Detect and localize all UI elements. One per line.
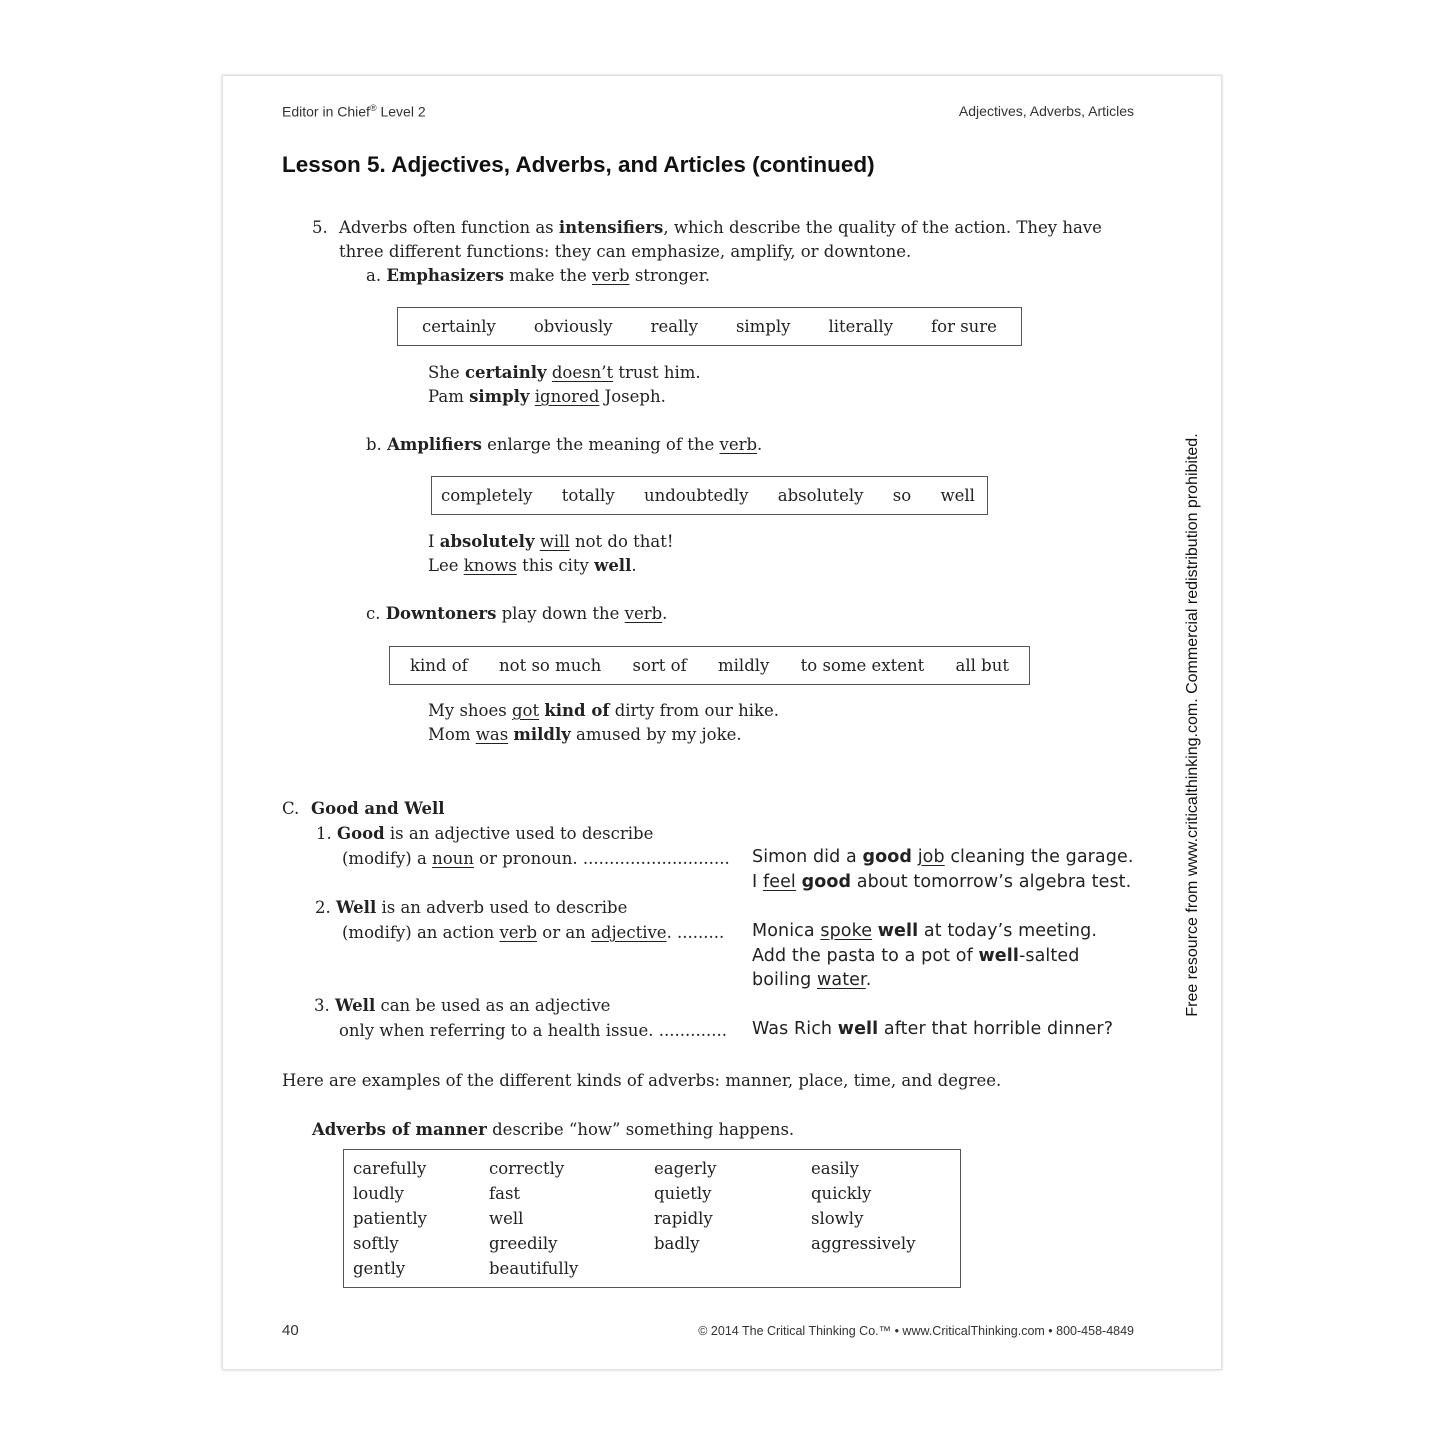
redistribution-notice: Free resource from www.criticalthinking.com. Commercial redistribution prohibited.: [1184, 433, 1201, 1017]
word: greedily: [489, 1234, 558, 1253]
word: fast: [489, 1184, 521, 1203]
word: well: [940, 486, 975, 505]
example-handwritten: Monica spoke well at today’s meeting.: [752, 921, 1097, 941]
section-c-heading: Good and Well: [311, 799, 445, 818]
example-sentence: Lee knows this city well.: [428, 556, 637, 575]
word: aggressively: [811, 1234, 916, 1253]
word: patiently: [353, 1209, 427, 1228]
word: so: [892, 486, 912, 505]
example-handwritten: boiling water.: [752, 970, 872, 990]
manner-word-box: [343, 1149, 961, 1288]
copyright-line: © 2014 The Critical Thinking Co.™ • www.CriticalThinking.com • 800-458-4849: [698, 1324, 1134, 1338]
word: certainly: [422, 317, 496, 336]
word: gently: [353, 1259, 406, 1278]
word: totally: [561, 486, 615, 505]
word: kind of: [410, 656, 468, 675]
word: undoubtedly: [643, 486, 749, 505]
rule1-text-cont: (modify) a noun or pronoun. ............................: [342, 849, 730, 868]
word: correctly: [489, 1159, 565, 1178]
rule2-text: 2. Well is an adverb used to describe: [315, 898, 628, 917]
item5-line1: Adverbs often function as intensifiers, which describe the quality of the action. They have: [339, 218, 1102, 237]
term-adverbs-of-manner: Adverbs of manner: [312, 1120, 487, 1139]
term-emphasizers: Emphasizers: [386, 266, 505, 285]
word: absolutely: [777, 486, 864, 505]
word: simply: [735, 317, 791, 336]
term-amplifiers: Amplifiers: [387, 435, 482, 454]
example-handwritten: Was Rich well after that horrible dinner?: [752, 1019, 1114, 1039]
term-downtoners: Downtoners: [385, 604, 497, 623]
word: quickly: [811, 1184, 872, 1203]
manner-column: [489, 1156, 578, 1281]
manner-column: [811, 1156, 916, 1256]
running-header-left: [282, 103, 426, 120]
page-title: Lesson 5. Adjectives, Adverbs, and Articles (continued): [282, 152, 875, 177]
emphasizers-word-box: [397, 307, 1022, 346]
rule3-text-cont: only when referring to a health issue. .............: [339, 1021, 727, 1040]
emphasizers-definition: a. Emphasizers make the verb stronger.: [366, 266, 711, 285]
word: carefully: [353, 1159, 427, 1178]
word: slowly: [811, 1209, 864, 1228]
word: literally: [828, 317, 894, 336]
word: obviously: [533, 317, 613, 336]
rule1-text: 1. Good is an adjective used to describe: [316, 824, 654, 843]
amplifiers-word-box: [431, 476, 988, 515]
kinds-intro: Here are examples of the different kinds of adverbs: manner, place, time, and degree.: [282, 1071, 1002, 1090]
word: sort of: [632, 656, 687, 675]
running-header-right: Adjectives, Adverbs, Articles: [958, 103, 1134, 119]
word: badly: [654, 1234, 700, 1253]
word: loudly: [353, 1184, 404, 1203]
word: all but: [955, 656, 1009, 675]
book-level: Level 2: [376, 103, 426, 120]
manner-definition: Adverbs of manner describe “how” something happens.: [312, 1120, 795, 1139]
word: for sure: [931, 317, 997, 336]
page-number: 40: [282, 1322, 299, 1339]
example-sentence: I absolutely will not do that!: [428, 532, 674, 551]
word: mildly: [718, 656, 770, 675]
example-sentence: Pam simply ignored Joseph.: [428, 387, 666, 406]
item5-line2: three different functions: they can emphasize, amplify, or downtone.: [339, 242, 912, 261]
term-intensifiers: intensifiers: [558, 218, 664, 237]
word: not so much: [499, 656, 602, 675]
manner-column: [353, 1156, 427, 1281]
word: eagerly: [654, 1159, 717, 1178]
downtoners-word-box: [389, 646, 1030, 685]
item5-number: 5.: [312, 218, 328, 237]
word: easily: [811, 1159, 859, 1178]
section-c-number: C.: [282, 799, 300, 818]
book-title: Editor in Chief: [282, 103, 370, 120]
example-sentence: My shoes got kind of dirty from our hike.: [428, 701, 780, 720]
word: completely: [441, 486, 533, 505]
word: quietly: [654, 1184, 712, 1203]
rule2-text-cont: (modify) an action verb or an adjective. .........: [342, 923, 725, 942]
word: softly: [353, 1234, 399, 1253]
word: beautifully: [489, 1259, 579, 1278]
rule3-text: 3. Well can be used as an adjective: [314, 996, 611, 1015]
example-handwritten: Add the pasta to a pot of well-salted: [752, 946, 1080, 966]
manner-column: [654, 1156, 716, 1256]
example-handwritten: Simon did a good job cleaning the garage.: [752, 847, 1134, 867]
example-sentence: She certainly doesn’t trust him.: [428, 363, 701, 382]
example-handwritten: I feel good about tomorrow’s algebra test.: [752, 872, 1132, 892]
word: really: [650, 317, 698, 336]
amplifiers-definition: b. Amplifiers enlarge the meaning of the verb.: [366, 435, 763, 454]
example-sentence: Mom was mildly amused by my joke.: [428, 725, 742, 744]
word: to some extent: [800, 656, 925, 675]
word: rapidly: [654, 1209, 713, 1228]
registered-mark: ®: [369, 103, 377, 113]
downtoners-definition: c. Downtoners play down the verb.: [366, 604, 668, 623]
word: well: [489, 1209, 524, 1228]
